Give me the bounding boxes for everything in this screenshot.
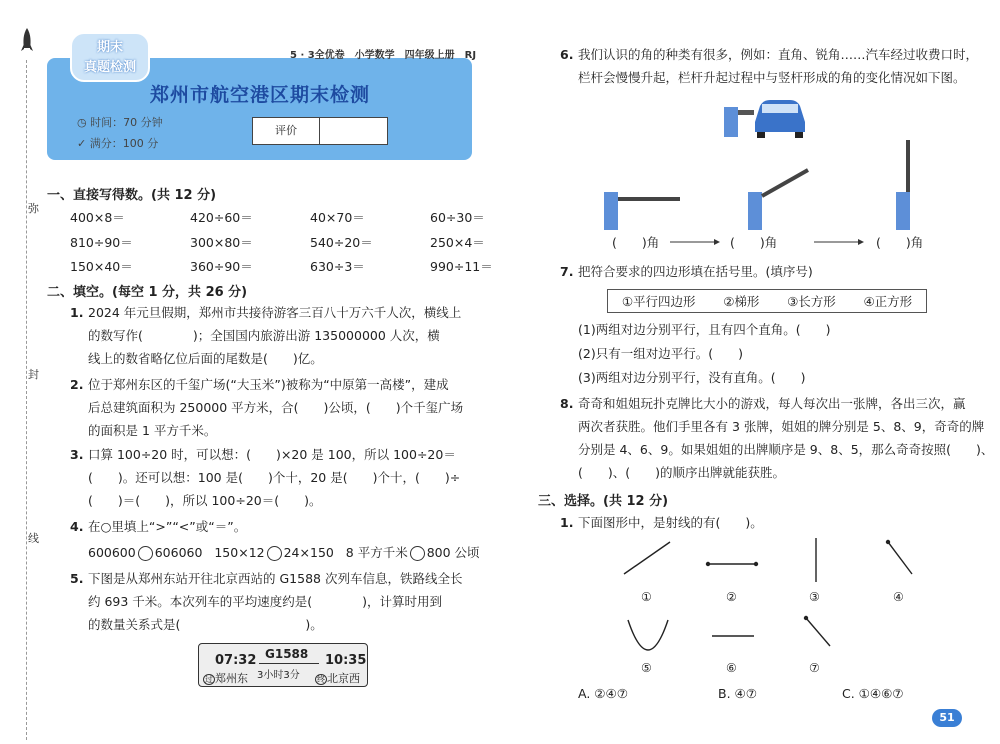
q8-line2: 两次者获胜。他们手里各有 3 张牌，姐姐的牌分别是 5、8、9，奇奇的牌	[578, 419, 985, 434]
badge-line1: 期末	[96, 40, 123, 55]
angle-blank-1[interactable]: ( )角	[612, 235, 660, 250]
compare-right: 24×150	[283, 545, 334, 560]
series-label: 5 · 3全优卷 小学数学 四年级上册 RJ	[290, 50, 477, 61]
calc-item: 990÷11＝	[430, 259, 493, 274]
q5-num: 5.	[70, 571, 84, 586]
compare-left: 8 平方千米	[345, 545, 408, 560]
eval-field[interactable]	[320, 118, 387, 144]
figure-1-line	[624, 542, 670, 574]
quad-option: ①平行四边形	[621, 294, 696, 309]
q7-line1: 把符合要求的四边形填在括号里。(填序号)	[578, 264, 813, 279]
gate-arm-3	[906, 140, 910, 192]
q1-line3: 线上的数省略亿位后面的尾数是( )亿。	[88, 351, 323, 366]
q6-num: 6.	[560, 47, 574, 62]
page-title: 郑州市航空港区期末检测	[150, 84, 371, 106]
compare-circle[interactable]	[410, 546, 425, 561]
calc-item: 250×4＝	[430, 235, 485, 250]
q5-line1: 下图是从郑州东站开往北京西站的 G1588 次列车信息，铁路线全长	[88, 571, 463, 586]
choice-c[interactable]: C. ①④⑥⑦	[842, 686, 904, 701]
car-icon	[755, 100, 805, 138]
endpoint	[754, 562, 758, 566]
compare-right: 606060	[154, 545, 203, 560]
compare-circle[interactable]	[267, 546, 282, 561]
arr-mark: 终	[317, 675, 325, 684]
quad-option: ④正方形	[863, 294, 913, 309]
q6-line2: 栏杆会慢慢升起，栏杆升起过程中与竖杆形成的角的变化情况如下图。	[578, 70, 966, 85]
q5-line2: 约 693 千米。本次列车的平均速度约是( )，计算时用到	[88, 594, 443, 609]
duration: 3小时3分	[257, 670, 300, 681]
quad-option: ③长方形	[787, 294, 836, 309]
gate-post-1	[604, 192, 618, 230]
q3-line3: ( )＝( )，所以 100÷20＝( )。	[88, 493, 322, 508]
q4-num: 4.	[70, 519, 84, 534]
q2-line3: 的面积是 1 平方千米。	[88, 423, 217, 438]
calc-item: 150×40＝	[70, 259, 133, 274]
arr-station-name: 北京西	[327, 672, 360, 685]
calc-item: 540÷20＝	[310, 235, 373, 250]
figure-5-curve	[628, 620, 668, 650]
q3-line1: 口算 100÷20 时，可以想：( )×20 是 100，所以 100÷20＝	[88, 447, 456, 462]
figure-label-2: ②	[726, 590, 737, 604]
evaluation-box	[252, 117, 388, 145]
gate-post-2	[748, 192, 762, 230]
s3q1-num: 1.	[560, 515, 574, 530]
dep-time: 07:32	[215, 653, 257, 668]
figure-label-3: ③	[809, 590, 820, 604]
gate-arm-2	[762, 170, 808, 196]
q7-num: 7.	[560, 264, 574, 279]
q7-sub2: (2)只有一组对边平行。( )	[578, 346, 743, 361]
arrow-head-1	[714, 239, 720, 245]
compare-right: 800 公顷	[426, 545, 480, 560]
s3q1-line1: 下面图形中，是射线的有( )。	[578, 515, 763, 530]
angle-blank-2[interactable]: ( )角	[730, 235, 778, 250]
calc-item: 300×80＝	[190, 235, 253, 250]
q2-line1: 位于郑州东区的千玺广场(“大玉米”)被称为“中原第一高楼”，建成	[88, 377, 449, 392]
calc-item: 400×8＝	[70, 210, 125, 225]
margin-mi: 弥	[28, 202, 39, 215]
q3-line2: ( )。还可以想：100 是( )个十，20 是( )个十，( )÷	[88, 470, 461, 485]
figure-label-7: ⑦	[809, 661, 820, 675]
gate-post-3	[896, 192, 910, 230]
quad-options	[607, 289, 927, 313]
dep-station	[203, 670, 248, 686]
choice-b[interactable]: B. ④⑦	[718, 686, 757, 701]
endpoint	[886, 540, 890, 544]
gate-diagram	[600, 92, 940, 252]
arrow-head-2	[858, 239, 864, 245]
section1-title: 一、直接写得数。(共 12 分)	[47, 188, 217, 203]
calc-row-2	[70, 233, 550, 251]
q3-num: 3.	[70, 447, 84, 462]
margin-xian: 线	[28, 532, 39, 545]
calc-item: 630÷3＝	[310, 259, 365, 274]
calc-item: 420÷60＝	[190, 210, 253, 225]
arr-station	[315, 670, 360, 686]
angle-blank-3[interactable]: ( )角	[876, 235, 924, 250]
section2-title: 二、填空。(每空 1 分，共 26 分)	[47, 285, 248, 300]
q1-num: 1.	[70, 305, 84, 320]
q2-line2: 后总建筑面积为 250000 平方米，合( )公顷，( )个千玺广场	[88, 400, 464, 415]
figure-label-6: ⑥	[726, 661, 737, 675]
time-info	[77, 114, 163, 130]
compare-circle[interactable]	[138, 546, 153, 561]
train-number: G1588	[265, 647, 309, 661]
calc-item: 810÷90＝	[70, 235, 133, 250]
compare-left: 600600	[88, 545, 136, 560]
page-number: 51	[932, 709, 962, 727]
q1-line2: 的数写作( )；全国国内旅游出游 135000000 人次，横	[88, 328, 440, 343]
figure-7-ray	[806, 618, 830, 646]
endpoint	[706, 562, 710, 566]
endpoint	[804, 616, 808, 620]
cut-line	[26, 60, 27, 740]
q6-line1: 我们认识的角的种类有很多，例如：直角、锐角……汽车经过收费口时，	[578, 47, 979, 62]
q8-line4: ( )、( )的顺序出牌就能获胜。	[578, 465, 786, 480]
calc-row-3	[70, 257, 550, 275]
badge-line2: 真题检测	[83, 60, 136, 75]
section3-title: 三、选择。(共 12 分)	[538, 494, 669, 509]
train-info-card	[198, 643, 368, 687]
q4-line1: 在○里填上“>”“<”或“＝”。	[88, 519, 247, 534]
score-info	[77, 135, 158, 151]
gate-arm	[738, 110, 754, 115]
q2-num: 2.	[70, 377, 84, 392]
compare-left: 150×12	[214, 545, 265, 560]
choice-a[interactable]: A. ②④⑦	[578, 686, 628, 701]
calc-item: 360÷90＝	[190, 259, 253, 274]
q5-line3: 的数量关系式是( )。	[88, 617, 323, 632]
gate-post	[724, 107, 738, 137]
exam-badge	[70, 32, 150, 82]
dep-mark: 过	[205, 675, 213, 684]
q4-compare-row	[88, 544, 480, 561]
arr-time: 10:35	[325, 653, 367, 668]
quad-option: ②梯形	[723, 294, 760, 309]
check-icon: ✓	[77, 137, 90, 150]
ray-figures	[610, 530, 930, 670]
eval-label: 评价	[253, 118, 320, 144]
calc-row-1	[70, 208, 550, 226]
q8-line1: 奇奇和姐姐玩扑克牌比大小的游戏，每人每次出一张牌，各出三次，赢	[578, 396, 966, 411]
figure-label-4: ④	[893, 590, 904, 604]
clock-icon: ◷	[77, 116, 91, 129]
dep-station-name: 郑州东	[215, 672, 248, 685]
margin-feng: 封	[28, 368, 39, 381]
calc-item: 60÷30＝	[430, 210, 485, 225]
q8-line3: 分别是 4、6、9。如果姐姐的出牌顺序是 9、8、5，那么奇奇按照( )、	[578, 442, 994, 457]
q7-sub3: (3)两组对边分别平行，没有直角。( )	[578, 370, 806, 385]
q8-num: 8.	[560, 396, 574, 411]
route-line	[259, 663, 319, 664]
figure-4-ray	[888, 542, 912, 574]
rocket-icon	[20, 28, 34, 54]
score-text: 满分：100 分	[89, 137, 159, 150]
figure-label-1: ①	[641, 590, 652, 604]
q7-sub1: (1)两组对边分别平行，且有四个直角。( )	[578, 322, 831, 337]
calc-item: 40×70＝	[310, 210, 365, 225]
time-text: 时间：70 分钟	[90, 116, 163, 129]
figure-label-5: ⑤	[641, 661, 652, 675]
q1-line1: 2024 年元旦假期，郑州市共接待游客三百八十万六千人次，横线上	[88, 305, 462, 320]
gate-arm-1	[618, 197, 680, 201]
